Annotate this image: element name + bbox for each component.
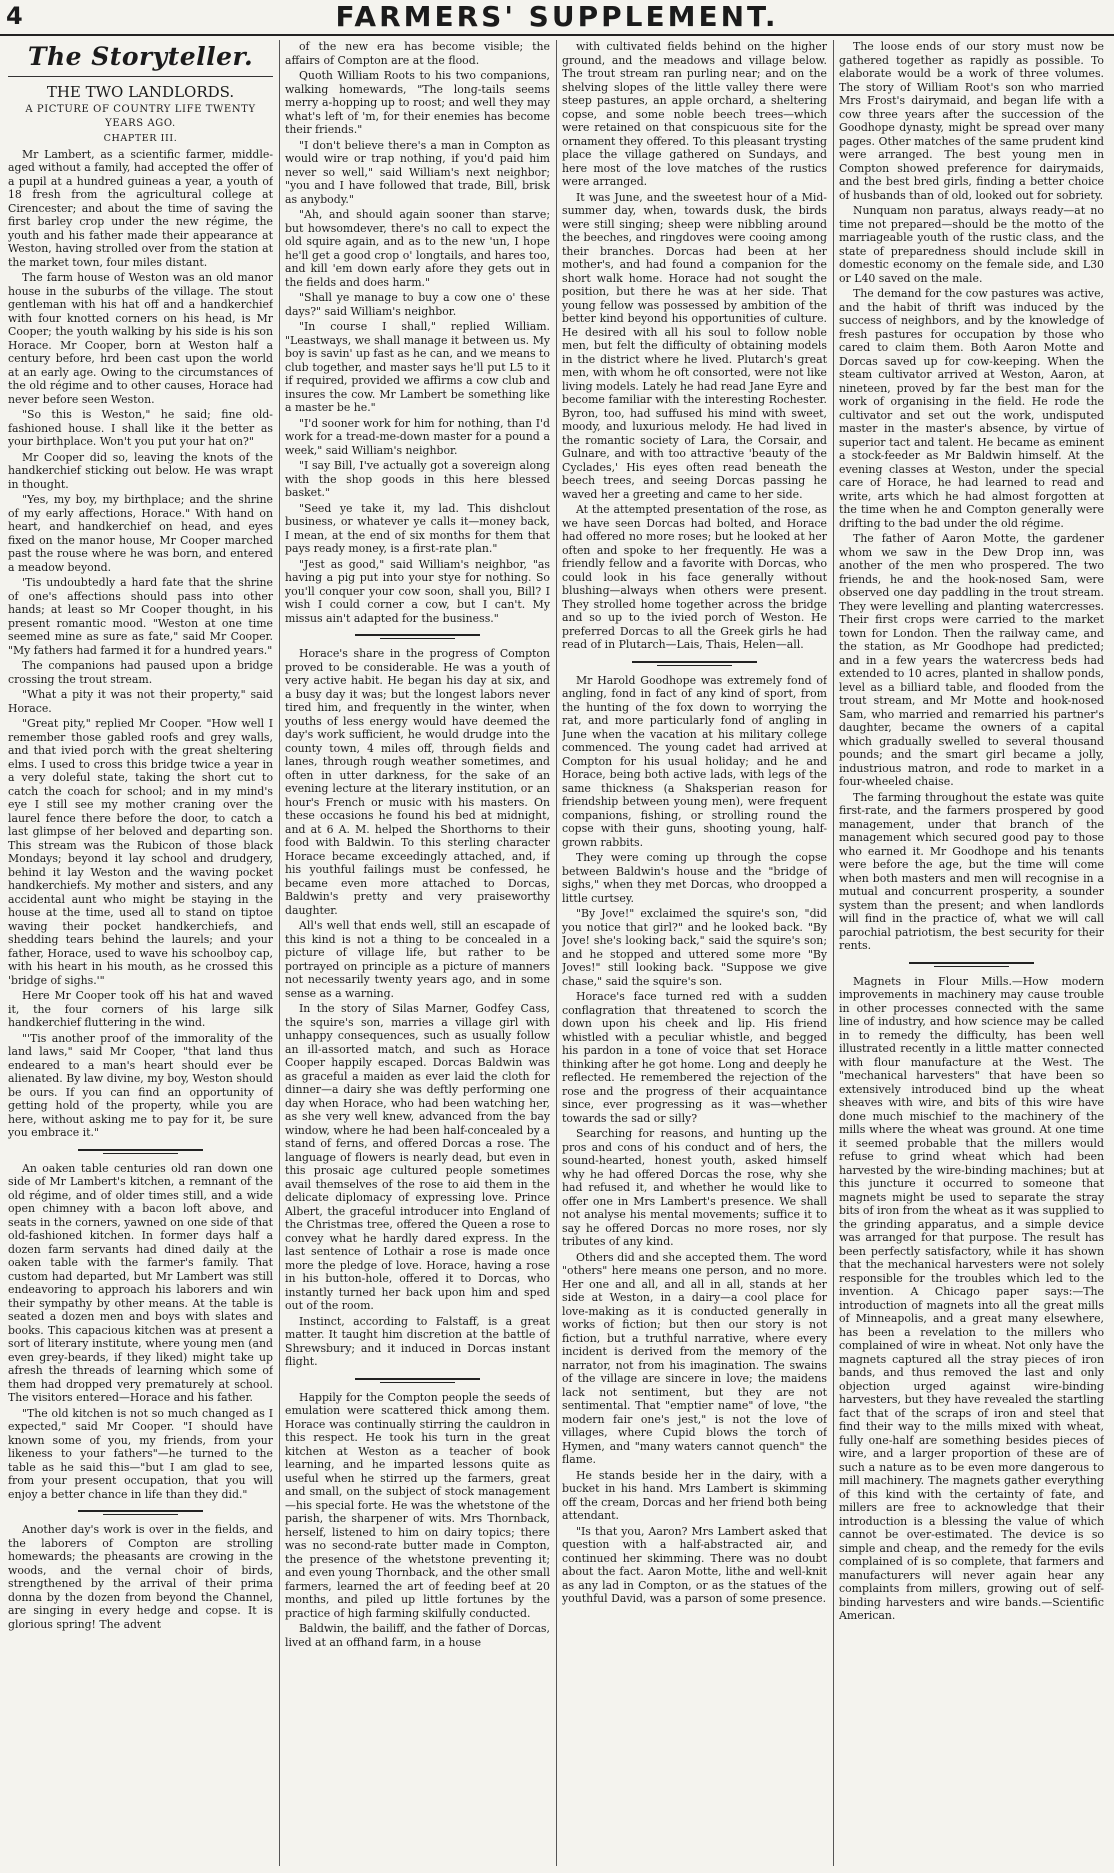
paragraph: The farming throughout the estate was quite first-rate, and the farmers prospered by good management, under that branch of the management which secured good pay to those who earned it. Mr Goodhope and his tenants were before the age, but the time will come when both masters and men will recognise in a mutual and concurrent prosperity, a sounder system than the present; and when landlords will find in the practice of, what we will call parochial patriotism, the best security for their rents. bbox=[839, 790, 1104, 952]
paragraph: "Ah, and should again sooner than starve; but howsomdever, there's no call to expect the old squire again, and as to the new 'un, I hope he'll get a good crop o' longtails, and hares too, and kill 'em down early afore they gets out in the fields and does harm." bbox=[285, 208, 550, 289]
paragraph: Baldwin, the bailiff, and the father of Dorcas, lived at an offhand farm, in a house bbox=[285, 1622, 550, 1649]
masthead bbox=[0, 0, 1114, 36]
paragraph: "I don't believe there's a man in Compton as would wire or trap nothing, if you'd paid him never so well," said William's next neighbor; "you and I have followed that trade, Bill, brisk as anybody." bbox=[285, 138, 550, 206]
paragraph: Quoth William Roots to his two companions, walking homewards, "The long-tails seems merry a-hopping up to roost; and well they may what's left of 'm, for their enemies has become their friends." bbox=[285, 69, 550, 136]
section-separator bbox=[285, 629, 550, 643]
paragraph: It was June, and the sweetest hour of a Mid-summer day, when, towards dusk, the birds were still singing; sheep were nibbling around the beeches, and ringdoves were cooing among their branches. Dorcas had been at her mother's, and had found a companion for the short walk home. Horace had not sought the position, but there he was at her side. That young fellow was possessed by ambition of the better kind beyond his opportunities of culture. He desired with all his soul to follow noble men, but felt the difficulty of obtaining models in the district where he lived. Plutarch's great men, with whom he oft consorted, were not like living models. Lately he had read Jane Eyre and become familiar with the interesting Rochester. Byron, too, had suffused his mind with sweet, moody, and luxurious melody. He had lived in the romantic society of Lara, the Corsair, and Gulnare, and with too attractive 'beauty of the Cyclades,' His eyes often read beneath the beech trees, and seeing Dorcas passing he waved her a greeting and came to her side. bbox=[562, 190, 827, 501]
paragraph: "The old kitchen is not so much changed as I expected," said Mr Cooper. "I should have known some of you, my friends, from your likeness to your fathers"—he turned to the table as he said this—"but I am glad to see, from your present occupation, that you will enjoy a better chance in life than they did." bbox=[8, 1406, 273, 1501]
page-number: 4 bbox=[6, 2, 23, 30]
paragraph: He stands beside her in the dairy, with a bucket in his hand. Mrs Lambert is skimming off the cream, Dorcas and her friend both being attendant. bbox=[562, 1468, 827, 1522]
chapter-heading: CHAPTER III. bbox=[103, 133, 178, 144]
paragraph: Nunquam non paratus, always ready—at no time not prepared—should be the motto of the marriageable youth of the rustic class, and the state of preparedness should include skill in domestic economy on the female side, and L30 or L40 saved on the male. bbox=[839, 204, 1104, 285]
paragraph: "Jest as good," said William's neighbor, "as having a pig put into your stye for nothing. So you'll conquer your cow soon, shall you, Bill? I wish I could corner a cow, but I can't. My missus ain't adapted for the business." bbox=[285, 557, 550, 625]
story-subtitle: A PICTURE OF COUNTRY LIFE TWENTY YEARS AGO. bbox=[25, 104, 256, 129]
paragraph: "In course I shall," replied William. "Leastways, we shall manage it between us. My boy is savin' up fast as he can, and we means to club together, and master says he'll put L5 to it if required, provided we affirms a cow club and insures the cow. Mr Lambert be something like a master be he." bbox=[285, 320, 550, 414]
paragraph: Mr Cooper did so, leaving the knots of the handkerchief sticking out below. He was wrapt in thought. bbox=[8, 450, 273, 491]
paragraph: with cultivated fields behind on the higher ground, and the meadows and village below. The trout stream ran purling near; and on the shelving slopes of the little valley there were steep pastures, an apple orchard, a sheltering copse, and some noble beech trees—which were retained on that conspicuous site for the ornament they offered. To this pleasant trysting place the village gathered on Sundays, and here most of the love matches of the rustics were arranged. bbox=[562, 40, 827, 188]
paragraph: "Shall ye manage to buy a cow one o' these days?" said William's neighbor. bbox=[285, 291, 550, 318]
paragraph: Searching for reasons, and hunting up the pros and cons of his conduct and of hers, the sound-hearted, honest youth, asked himself why he had offered Dorcas the rose, why she had refused it, and whether he would like to offer one in Mrs Lambert's presence. We shall not analyse his mental movements; suffice it to say he offered Dorcas no more roses, nor sly tributes of any kind. bbox=[562, 1127, 827, 1248]
column-rule bbox=[556, 40, 557, 1866]
paragraph: The loose ends of our story must now be gathered together as rapidly as possible. To elaborate would be a work of three volumes. The story of William Root's son who married Mrs Frost's dairymaid, and began life with a cow three years after the succession of the Goodhope dynasty, might be spread over many pages. Other matches of the same prudent kind were arranged. The best young men in Compton showed preference for dairymaids, and the best bred girls, finding a better choice of husbands than of old, looked out for sobriety. bbox=[839, 40, 1104, 202]
running-head: FARMERS' SUPPLEMENT. bbox=[335, 0, 779, 33]
column-2 bbox=[285, 40, 550, 1866]
paragraph: Others did and she accepted them. The word "others" here means one person, and no more. Her one and all, and all in all, stands at her side at Weston, in a dairy—a cool place for love-making as it is conducted generally in works of fiction; but then our story is not fiction, but a truthful narrative, where every incident is derived from the memory of the narrator, not from his imagination. The swains of the village are sincere in love; the maidens lack not sentiment, but they are not sentimental. That "emptier name" of love, "the modern fair one's jest," is not the love of villages, where Cupid blows the torch of Hymen, and "many waters cannot quench" the flame. bbox=[562, 1250, 827, 1466]
section-heading: The Storyteller. bbox=[27, 42, 254, 71]
paragraph: An oaken table centuries old ran down one side of Mr Lambert's kitchen, a remnant of the old régime, and of older times still, and a wide open chimney with a bacon loft above, and seats in the corners, yawned on one side of that old-fashioned kitchen. In former days half a dozen farm servants had dined daily at the oaken table with the farmer's family. That custom had departed, but Mr Lambert was still endeavoring to approach his laborers and win their sympathy by other means. At the table is seated a dozen men and boys with slates and books. This capacious kitchen was at present a sort of literary institute, where young men (and even grey-beards, if they liked) might take up afresh the threads of learning which some of them had dropped very prematurely at school. The visitors entered—Horace and his father. bbox=[8, 1161, 273, 1404]
paragraph: "I'd sooner work for him for nothing, than I'd work for a tread-me-down master for a pound a week," said William's neighbor. bbox=[285, 416, 550, 457]
paragraph: "Seed ye take it, my lad. This dishclout business, or whatever ye calls it—money back, I mean, at the end of six months for them that pays ready money, is a first-rate plan." bbox=[285, 501, 550, 555]
paragraph: At the attempted presentation of the rose, as we have seen Dorcas had bolted, and Horace had offered no more roses; but he looked at her often and spoke to her frequently. He was a friendly fellow and a favorite with Dorcas, who could look in his face generally without blushing—always when others were present. They strolled home together across the bridge and so up to the ivied porch of Weston. He preferred Dorcas to all the Greek girls he had read of in Plutarch—Lais, Thais, Helen—all. bbox=[562, 503, 827, 651]
paragraph: Here Mr Cooper took off his hat and waved it, the four corners of his large silk handkerchief fluttering in the wind. bbox=[8, 989, 273, 1029]
section-separator bbox=[8, 1505, 273, 1519]
paragraph: The demand for the cow pastures was active, and the habit of thrift was induced by the success of neighbors, and by the knowledge of fresh pastures for occupation by those who cared to claim them. Both Aaron Motte and Dorcas saved up for cow-keeping. When the steam cultivator arrived at Weston, Aaron, at nineteen, proved by far the best man for the work of organising in the field. He rode the cultivator and set out the work, undisputed master in the master's absence, by virtue of superior tact and talent. He became as eminent a stock-feeder as Mr Baldwin himself. At the evening classes at Weston, under the special care of Horace, he had learned to read and write, arts which he had almost forgotten at the time when he and Compton generally were drifting to the bad under the old régime. bbox=[839, 287, 1104, 530]
section-separator bbox=[285, 1373, 550, 1387]
column-rule bbox=[279, 40, 280, 1866]
paragraph: In the story of Silas Marner, Godfey Cass, the squire's son, marries a village girl with unhappy consequences, such as usually follow an ill-assorted match, and such as Horace Cooper happily escaped. Dorcas Baldwin was as graceful a maiden as ever laid the cloth for dinner—a dairy she was deftly performing one day when Horace, who had been watching her, as she very well knew, advanced from the bay window, where he had been half-concealed by a stand of ferns, and offered Dorcas a rose. The language of flowers is nearly dead, but even in this prosaic age cultured people sometimes avail themselves of the rose to aid them in the delicate diplomacy of expressing love. Prince Albert, the graceful introducer into England of the Christmas tree, offered the Queen a rose to convey what he hardly dared express. In the last sentence of Lothair a rose is made once more the pledge of love. Horace, having a rose in his button-hole, offered it to Dorcas, who instantly turned her back upon him and sped out of the room. bbox=[285, 1002, 550, 1312]
column-4 bbox=[839, 40, 1104, 1866]
paragraph: 'Tis undoubtedly a hard fate that the shrine of one's affections should pass into other hands; at least so Mr Cooper thought, in his present romantic mood. "Weston at one time seemed mine as sure as fate," said Mr Cooper. "My fathers had farmed it for a hundred years." bbox=[8, 576, 273, 657]
column-1 bbox=[8, 40, 273, 1866]
paragraph: "'Tis another proof of the immorality of the land laws," said Mr Cooper, "that land thus endeared to a man's heart should ever be alienated. By law divine, my boy, Weston should be ours. If you can find an opportunity of getting hold of the property, while you are here, without asking me to pay for it, be sure you embrace it." bbox=[8, 1031, 273, 1139]
paragraph: All's well that ends well, still an escapade of this kind is not a thing to be concealed in a picture of village life, but rather to be portrayed on principle as a picture of manners not necessarily twenty years ago, and in some sense as a warning. bbox=[285, 919, 550, 1000]
paragraph: Magnets in Flour Mills.—How modern improvements in machinery may cause trouble in other processes connected with the same line of industry, and how science may be called in to remedy the difficulty, has been well illustrated recently in a little matter connected with flour manufacture at the West. The "mechanical harvesters" that have been so extensively introduced bind up the wheat sheaves with wire, and bits of this wire have done much mischief to the machinery of the mills where the wheat was ground. At one time it seemed probable that the millers would refuse to grind wheat which had been harvested by the wire-binding machines; but at this juncture it occurred to someone that magnets might be used to separate the stray bits of iron from the wheat as it was supplied to the grinding apparatus, and a simple device was arranged for that purpose. The result has been perfectly satisfactory, while it has shown that the mechanical harvesters were not solely responsible for the troubles which led to the invention. A Chicago paper says:—The introduction of magnets into all the great mills of Minneapolis, and a great many elsewhere, has been a revelation to the millers who complained of wire in wheat. Not only have the magnets captured all the stray pieces of iron bands, and thus removed the last and only objection urged against wire-binding harvesters, but they have revealed the startling fact that of the scraps of iron and steel that find their way to the mills mixed with wheat, fully one-half are something besides pieces of wire, and a larger proportion of these are of such a nature as to be even more dangerous to mill machinery. The magnets gather everything of this kind with the certainty of fate, and millers are free to acknowledge that their introduction is a blessing the value of which cannot be over-estimated. The device is so simple and cheap, and the remedy for the evils complained of is so complete, that farmers and manufacturers will never again hear any complaints from millers, growing out of self-binding harvesters and wire bands.—Scientific American. bbox=[839, 974, 1104, 1622]
paragraph: The father of Aaron Motte, the gardener whom we saw in the Dew Drop inn, was another of the men who prospered. The two friends, he and the hook-nosed Sam, were observed one day paddling in the trout stream. They were levelling and planting watercresses. Their first crops were carried to the market town for London. Then the railway came, and the station, as Mr Goodhope had predicted; and in a few years the watercress beds had extended to 10 acres, planted in shallow ponds, level as a billiard table, and flooded from the trout stream, and Mr Motte and hook-nosed Sam, who married and remarried his partner's daughter, became the owners of a capital which gradually swelled to several thousand pounds; and the smart girl became a jolly, industrious matron, and rode to market in a four-wheeled chaise. bbox=[839, 532, 1104, 788]
paragraph: Mr Lambert, as a scientific farmer, middle-aged without a family, had accepted the offer of a pupil at a hundred guineas a year, a youth of 18 fresh from the agricultural college at Cirencester; and about the time of saving the first barley crop under the new régime, the youth and his father made their appearance at Weston, having strolled over from the station at the market town, four miles distant. bbox=[8, 147, 273, 269]
paragraph: Happily for the Compton people the seeds of emulation were scattered thick among them. Horace was continually stirring the cauldron in this respect. He took his turn in the great kitchen at Weston as a teacher of book learning, and he imparted lessons quite as useful when he stirred up the farmers, great and small, on the subject of stock management—his special forte. He was the whetstone of the parish, the sharpener of wits. Mrs Thornback, herself, listened to him on dairy topics; there was no second-rate butter made in Compton, the presence of the whetstone preventing it; and even young Thornback, and the other small farmers, learned the art of feeding beef at 20 months, and piled up little fortunes by the practice of high farming skilfully conducted. bbox=[285, 1390, 550, 1620]
paragraph: Horace's face turned red with a sudden conflagration that threatened to scorch the down upon his cheek and lip. His friend whistled with a peculiar whistle, and begged his pardon in a tone of voice that set Horace thinking after he got home. Long and deeply he reflected. He remembered the rejection of the rose and the progress of their acquaintance since, ever progressing as it was—whether towards the sad or silly? bbox=[562, 990, 827, 1125]
paragraph: The farm house of Weston was an old manor house in the suburbs of the village. The stout gentleman with his hat off and a handkerchief with four knotted corners on his head, is Mr Cooper; the youth walking by his side is his son Horace. Mr Cooper, born at Weston half a century before, hrd been cast upon the world at an early age. Owing to the circumstances of the old régime and to other causes, Horace had never before seen Weston. bbox=[8, 271, 273, 406]
paragraph: Another day's work is over in the fields, and the laborers of Compton are strolling homewards; the pheasants are crowing in the woods, and the vernal choir of birds, strengthened by the arrival of their prima donna by the dozen from beyond the Channel, are singing in every hedge and copse. It is glorious spring! The advent bbox=[8, 1523, 273, 1631]
section-separator bbox=[839, 957, 1104, 971]
column-rule bbox=[833, 40, 834, 1866]
paragraph: Horace's share in the progress of Compton proved to be considerable. He was a youth of very active habit. He began his day at six, and a busy day it was; but the longest labors never tired him, and frequently in the winter, when youths of less energy would have deemed the day's work sufficient, he would drudge into the county town, 4 miles off, through fields and lanes, through rough weather sometimes, and often in utter darkness, for the sake of an evening lecture at the literary institution, or an hour's French or music with his masters. On these occasions he found his bed at midnight, and at 6 A. M. helped the Shorthorns to their food with Baldwin. To this sterling character Horace became exceedingly attached, and, if his youthful failings must be confessed, he became even more attached to Dorcas, Baldwin's pretty and very praiseworthy daughter. bbox=[285, 647, 550, 917]
section-separator bbox=[8, 1144, 273, 1158]
section-separator bbox=[562, 656, 827, 670]
paragraph: "I say Bill, I've actually got a sovereign along with the shop goods in this here blessed basket." bbox=[285, 459, 550, 499]
article-columns bbox=[4, 40, 1110, 1866]
paragraph: "What a pity it was not their property," said Horace. bbox=[8, 688, 273, 715]
paragraph: Instinct, according to Falstaff, is a great matter. It taught him discretion at the battle of Shrewsbury; and it induced in Dorcas instant flight. bbox=[285, 1314, 550, 1368]
divider bbox=[8, 76, 273, 77]
story-title: THE TWO LANDLORDS. bbox=[46, 83, 235, 101]
paragraph: "By Jove!" exclaimed the squire's son, "did you notice that girl?" and he looked back. "By Jove! she's looking back," said the squire's son; and he stopped and uttered some more "By Joves!" still looking back. "Suppose we give chase," said the squire's son. bbox=[562, 907, 827, 988]
paragraph: "Yes, my boy, my birthplace; and the shrine of my early affections, Horace." With hand on heart, and handkerchief on head, and eyes fixed on the manor house, Mr Cooper marched past the rouse where he was born, and entered a meadow beyond. bbox=[8, 493, 273, 574]
paragraph: "Great pity," replied Mr Cooper. "How well I remember those gabled roofs and grey walls, and that ivied porch with the great sheltering elms. I used to cross this bridge twice a year in a very doleful state, taking the short cut to catch the coach for school; and in my mind's eye I still see my mother craning over the laurel fence there before the door, to catch a last glimpse of her beloved and departing son. This stream was the Rubicon of those black Mondays; beyond it lay school and drudgery, behind it lay Weston and the waving pocket handkerchiefs. My mother and sisters, and any accidental aunt who might be staying in the house at the time, used all to stand on tiptoe waving their pocket handkerchiefs, and shedding tears behind the laurels; and your father, Horace, used to wave his schoolboy cap, with his heart in his mouth, as he crossed this 'bridge of sighs.'" bbox=[8, 717, 273, 987]
paragraph: of the new era has become visible; the affairs of Compton are at the flood. bbox=[285, 40, 550, 67]
paragraph: Mr Harold Goodhope was extremely fond of angling, fond in fact of any kind of sport, from the hunting of the fox down to worrying the rat, and more particularly fond of angling in June when the vacation at his military college commenced. The young cadet had arrived at Compton for his usual holiday; and he and Horace, being both active lads, with legs of the same thickness (a Shaksperian reason for friendship between young men), were frequent companions, fishing, or strolling round the copse with their guns, shooting young, half-grown rabbits. bbox=[562, 673, 827, 849]
paragraph: The companions had paused upon a bridge crossing the trout stream. bbox=[8, 659, 273, 686]
column-3 bbox=[562, 40, 827, 1866]
paragraph: "So this is Weston," he said; fine old-fashioned house. I shall like it the better as your birthplace. Won't you put your hat on?" bbox=[8, 408, 273, 448]
paragraph: They were coming up through the copse between Baldwin's house and the "bridge of sighs," when they met Dorcas, who droopped a little curtsey. bbox=[562, 851, 827, 905]
paragraph: "Is that you, Aaron? Mrs Lambert asked that question with a half-abstracted air, and continued her skimming. There was no doubt about the fact. Aaron Motte, lithe and well-knit as any lad in Compton, or as the statues of the youthful David, was a parson of some presence. bbox=[562, 1524, 827, 1605]
